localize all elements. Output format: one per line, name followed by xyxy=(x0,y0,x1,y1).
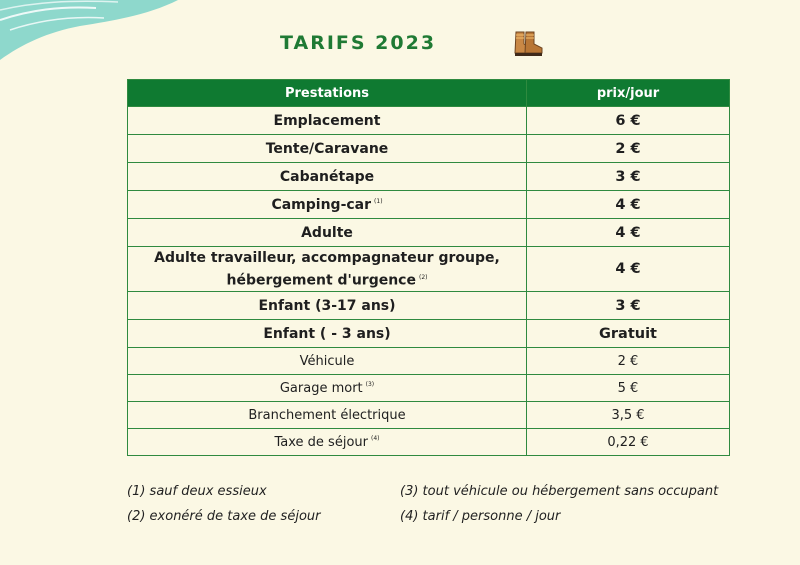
row-label: Adulte xyxy=(128,219,527,247)
row-price: 4 € xyxy=(527,247,730,292)
row-label-cell xyxy=(128,375,527,402)
row-label: Branchement électrique xyxy=(128,402,527,429)
table-row xyxy=(128,402,730,429)
row-label: Cabanétape xyxy=(128,163,527,191)
table-row xyxy=(128,429,730,456)
footnote-ref: (4) xyxy=(370,435,380,443)
table-row xyxy=(128,219,730,247)
row-label: Camping-car xyxy=(271,196,372,213)
row-label-cell xyxy=(128,429,527,456)
row-label: Tente/Caravane xyxy=(128,135,527,163)
table-row xyxy=(128,292,730,320)
row-label: Emplacement xyxy=(128,107,527,135)
row-price: 6 € xyxy=(527,107,730,135)
tarifs-table xyxy=(127,79,730,456)
footnote-ref: (2) xyxy=(418,273,428,281)
row-price: 0,22 € xyxy=(527,429,730,456)
row-price: 2 € xyxy=(527,135,730,163)
table-row xyxy=(128,348,730,375)
table-row xyxy=(128,163,730,191)
table-header-row xyxy=(128,80,730,107)
row-price: 4 € xyxy=(527,219,730,247)
row-label: Garage mort xyxy=(279,380,363,396)
page-title: TARIFS 2023 xyxy=(280,32,437,54)
footnote-ref: (3) xyxy=(365,381,375,389)
row-label-line1: Adulte travailleur, accompagnateur groupe, xyxy=(154,249,500,266)
boots-icon xyxy=(512,29,546,57)
row-price: 2 € xyxy=(527,348,730,375)
footnote-1: (1) sauf deux essieux xyxy=(127,484,267,499)
footnote-2: (2) exonéré de taxe de séjour xyxy=(127,509,321,524)
row-label: Enfant (3-17 ans) xyxy=(128,292,527,320)
row-price: 5 € xyxy=(527,375,730,402)
row-price: 3 € xyxy=(527,292,730,320)
row-label: Taxe de séjour xyxy=(274,434,368,450)
row-label: Enfant ( - 3 ans) xyxy=(128,320,527,348)
table-row xyxy=(128,191,730,219)
row-price: 3,5 € xyxy=(527,402,730,429)
row-label: Véhicule xyxy=(128,348,527,375)
header-prix-jour: prix/jour xyxy=(527,80,730,107)
table-row xyxy=(128,375,730,402)
table-row xyxy=(128,107,730,135)
table-row xyxy=(128,135,730,163)
row-price: 4 € xyxy=(527,191,730,219)
table-row xyxy=(128,247,730,292)
footnote-4: (4) tarif / personne / jour xyxy=(400,509,561,524)
row-label-cell xyxy=(128,247,527,292)
header-prestations: Prestations xyxy=(128,80,527,107)
row-price: Gratuit xyxy=(527,320,730,348)
row-price: 3 € xyxy=(527,163,730,191)
table-row xyxy=(128,320,730,348)
corner-wave-decoration xyxy=(0,0,190,62)
row-label-cell xyxy=(128,191,527,219)
row-label-line2: hébergement d'urgence xyxy=(226,272,416,289)
footnote-3: (3) tout véhicule ou hébergement sans occupant xyxy=(400,484,719,499)
footnote-ref: (1) xyxy=(374,197,383,205)
